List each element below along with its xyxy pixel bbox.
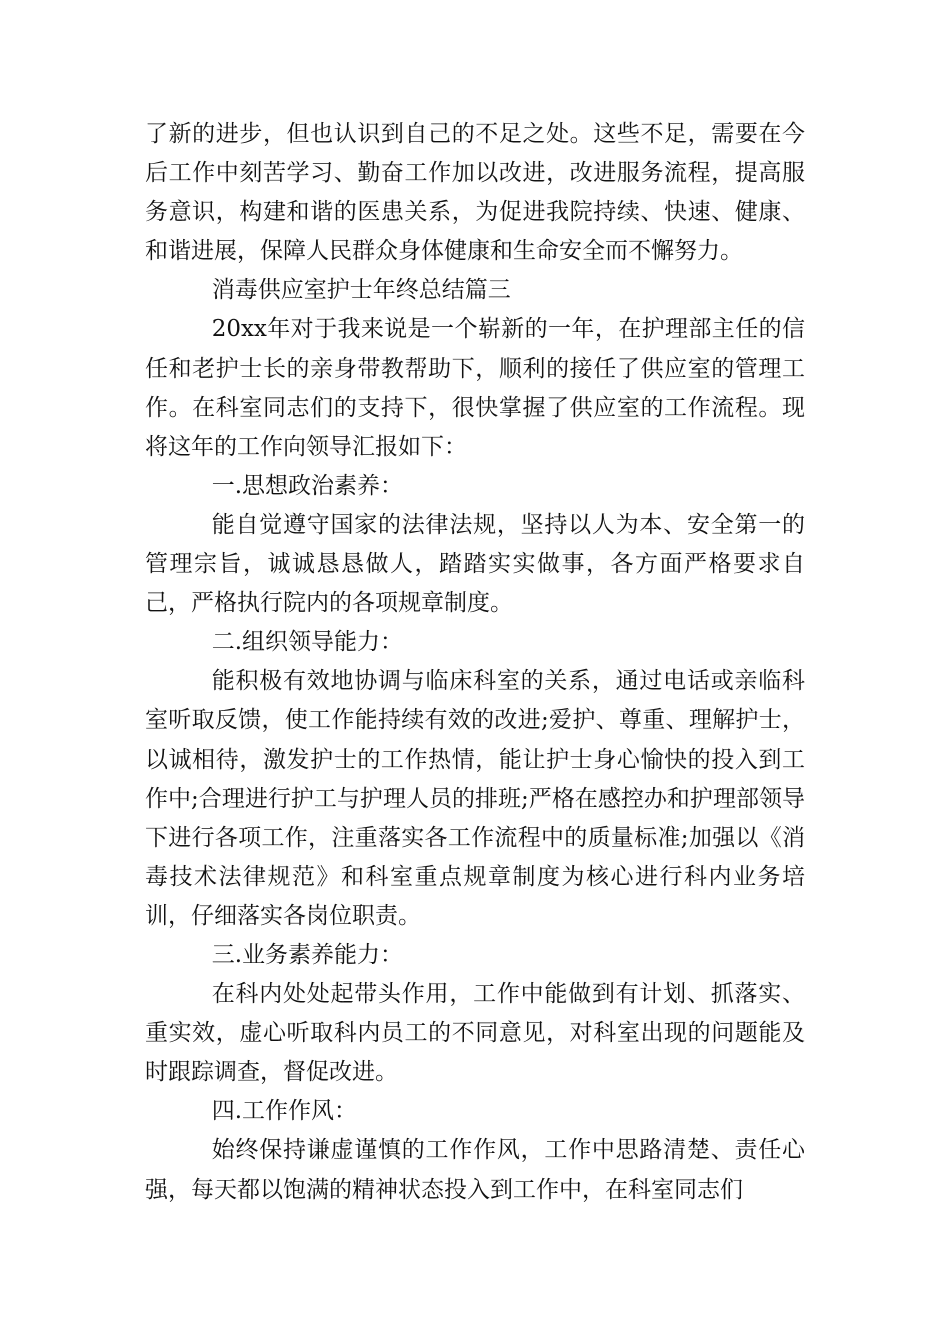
paragraph-political: 能自觉遵守国家的法律法规，坚持以人为本、安全第一的管理宗旨，诚诚恳恳做人，踏踏实实做事，各方面严格要求自己，严格执行院内的各项规章制度。 — [145, 511, 805, 617]
paragraph-leadership: 能积极有效地协调与临床科室的关系，通过电话或亲临科室听取反馈，使工作能持续有效的改进;爱护、尊重、理解护士，以诚相待，激发护士的工作热情，能让护士身心愉快的投入到工作中;合理进行护工与护理人员的排班;严格在感控办和护理部领导下进行各项工作，注重落实各工作流程中的质量标准;加强以《消毒技术法律规范》和科室重点规章制度为核心进行科内业务培训，仔细落实各岗位职责。 — [145, 668, 805, 929]
subheading-work-style: 四.工作作风： — [211, 1098, 357, 1125]
paragraph-intro: 20xx年对于我来说是一个崭新的一年，在护理部主任的信任和老护士长的亲身带教帮助下，顺利的接任了供应室的管理工作。在科室同志们的支持下，很快掌握了供应室的工作流程。现将这年的工作向领导汇报如下： — [145, 316, 805, 460]
paragraph-professional: 在科内处处起带头作用，工作中能做到有计划、抓落实、重实效，虚心听取科内员工的不同意见，对科室出现的问题能及时跟踪调查，督促改进。 — [145, 981, 805, 1086]
subheading-professional: 三.业务素养能力： — [211, 941, 403, 968]
subheading-leadership: 二.组织领导能力： — [211, 629, 403, 656]
paragraph-continuation: 了新的进步，但也认识到自己的不足之处。这些不足，需要在今后工作中刻苦学习、勤奋工作加以改进，改进服务流程，提高服务意识，构建和谐的医患关系，为促进我院持续、快速、健康、和谐进展，保障人民群众身体健康和生命安全而不懈努力。 — [145, 121, 805, 265]
section-heading: 消毒供应室护士年终总结篇三 — [211, 277, 511, 304]
subheading-political: 一.思想政治素养： — [211, 472, 403, 499]
document-body — [145, 115, 805, 1210]
paragraph-work-style: 始终保持谦虚谨慎的工作作风，工作中思路清楚、责任心强，每天都以饱满的精神状态投入到工作中，在科室同志们 — [145, 1137, 805, 1203]
